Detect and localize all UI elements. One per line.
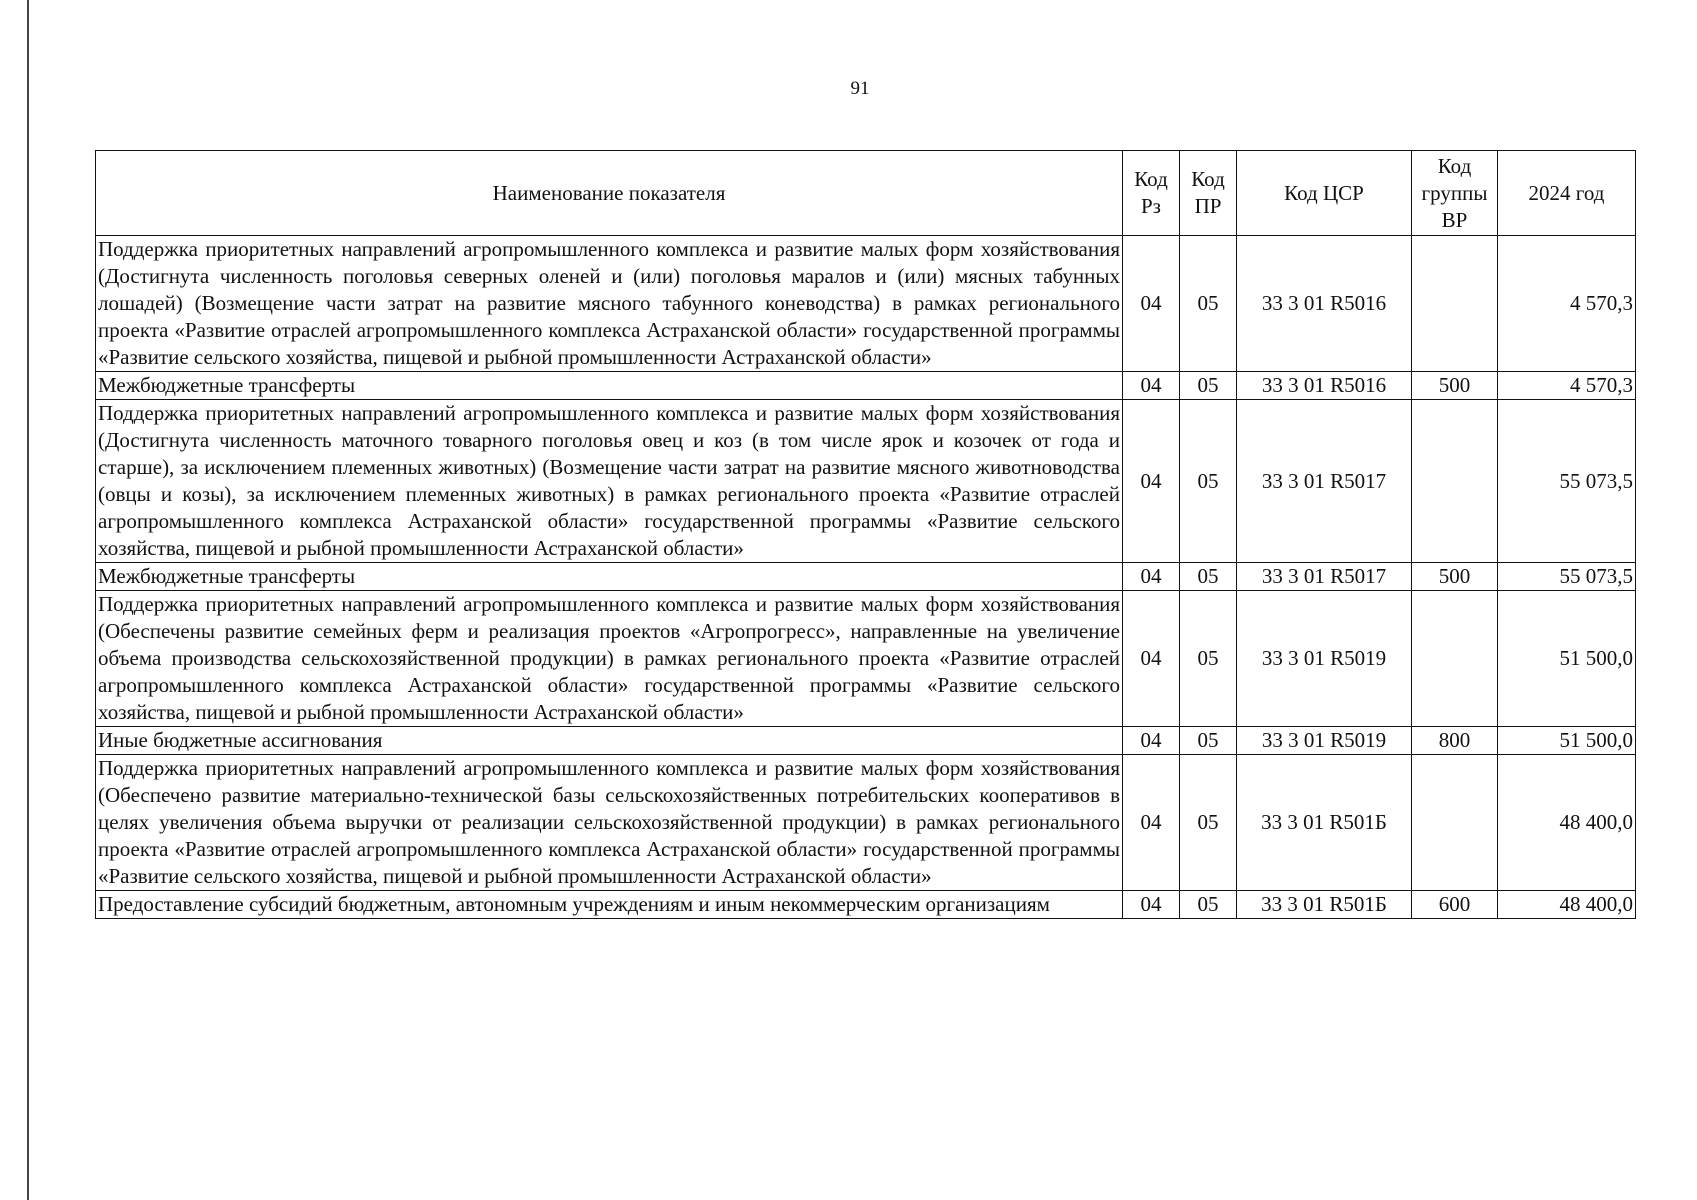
header-name: Наименование показателя <box>96 151 1123 236</box>
header-vr: Код группы ВР <box>1412 151 1498 236</box>
row-csr: 33 3 01 R5016 <box>1237 372 1412 400</box>
row-amount: 4 570,3 <box>1498 372 1636 400</box>
row-pr: 05 <box>1180 400 1237 563</box>
row-name: Поддержка приоритетных направлений агропромышленного комплекса и развитие малых форм хозяйствования (Обеспечены развитие семейных ферм и реализация проектов «Агропрогресс», направленные на увеличение объема производства сельскохозяйственной продукции) в рамках регионального проекта «Развитие отраслей агропромышленного комплекса Астраханской области» государственной программы «Развитие сельского хозяйства, пищевой и рыбной промышленности Астраханской области» <box>96 591 1123 727</box>
row-rz: 04 <box>1123 372 1180 400</box>
row-vr <box>1412 591 1498 727</box>
row-amount: 55 073,5 <box>1498 400 1636 563</box>
row-name: Предоставление субсидий бюджетным, автономным учреждениям и иным некоммерческим организациям <box>96 891 1123 919</box>
row-name: Поддержка приоритетных направлений агропромышленного комплекса и развитие малых форм хозяйствования (Достигнута численность поголовья северных оленей и (или) поголовья маралов и (или) мясных табунных лошадей) (Возмещение части затрат на развитие мясного табунного коневодства) в рамках регионального проекта «Развитие отраслей агропромышленного комплекса Астраханской области» государственной программы «Развитие сельского хозяйства, пищевой и рыбной промышленности Астраханской области» <box>96 236 1123 372</box>
table-row <box>96 236 1636 372</box>
row-vr <box>1412 236 1498 372</box>
row-vr <box>1412 755 1498 891</box>
header-year: 2024 год <box>1498 151 1636 236</box>
table-row <box>96 591 1636 727</box>
row-pr: 05 <box>1180 372 1237 400</box>
table-header-row <box>96 151 1636 236</box>
row-name: Поддержка приоритетных направлений агропромышленного комплекса и развитие малых форм хозяйствования (Достигнута численность маточного товарного поголовья овец и коз (в том числе ярок и козочек от года и старше), за исключением племенных животных) (Возмещение части затрат на развитие мясного животноводства (овцы и козы), за исключением племенных животных) в рамках регионального проекта «Развитие отраслей агропромышленного комплекса Астраханской области» государственной программы «Развитие сельского хозяйства, пищевой и рыбной промышленности Астраханской области» <box>96 400 1123 563</box>
row-rz: 04 <box>1123 591 1180 727</box>
row-pr: 05 <box>1180 591 1237 727</box>
binding-line <box>27 0 29 1200</box>
row-vr: 600 <box>1412 891 1498 919</box>
row-rz: 04 <box>1123 236 1180 372</box>
row-amount: 48 400,0 <box>1498 755 1636 891</box>
row-csr: 33 3 01 R5017 <box>1237 400 1412 563</box>
row-rz: 04 <box>1123 891 1180 919</box>
row-amount: 55 073,5 <box>1498 563 1636 591</box>
row-rz: 04 <box>1123 400 1180 563</box>
row-csr: 33 3 01 R501Б <box>1237 891 1412 919</box>
row-csr: 33 3 01 R5019 <box>1237 727 1412 755</box>
table-row <box>96 372 1636 400</box>
row-name: Межбюджетные трансферты <box>96 563 1123 591</box>
header-csr: Код ЦСР <box>1237 151 1412 236</box>
row-csr: 33 3 01 R5016 <box>1237 236 1412 372</box>
row-pr: 05 <box>1180 236 1237 372</box>
row-pr: 05 <box>1180 755 1237 891</box>
budget-table <box>95 150 1636 919</box>
table-row <box>96 563 1636 591</box>
row-vr <box>1412 400 1498 563</box>
row-csr: 33 3 01 R5017 <box>1237 563 1412 591</box>
row-rz: 04 <box>1123 727 1180 755</box>
table-row <box>96 755 1636 891</box>
row-amount: 48 400,0 <box>1498 891 1636 919</box>
row-name: Поддержка приоритетных направлений агропромышленного комплекса и развитие малых форм хозяйствования (Обеспечено развитие материально-технической базы сельскохозяйственных потребительских кооперативов в целях увеличения объема выручки от реализации сельскохозяйственной продукции) в рамках регионального проекта «Развитие отраслей агропромышленного комплекса Астраханской области» государственной программы «Развитие сельского хозяйства, пищевой и рыбной промышленности Астраханской области» <box>96 755 1123 891</box>
header-pr: Код ПР <box>1180 151 1237 236</box>
header-rz: Код Рз <box>1123 151 1180 236</box>
row-pr: 05 <box>1180 563 1237 591</box>
row-pr: 05 <box>1180 727 1237 755</box>
table-row <box>96 891 1636 919</box>
row-csr: 33 3 01 R501Б <box>1237 755 1412 891</box>
page-number: 91 <box>850 78 870 99</box>
table-row <box>96 727 1636 755</box>
row-amount: 51 500,0 <box>1498 727 1636 755</box>
row-name: Иные бюджетные ассигнования <box>96 727 1123 755</box>
row-name: Межбюджетные трансферты <box>96 372 1123 400</box>
row-rz: 04 <box>1123 563 1180 591</box>
row-vr: 800 <box>1412 727 1498 755</box>
row-amount: 51 500,0 <box>1498 591 1636 727</box>
row-csr: 33 3 01 R5019 <box>1237 591 1412 727</box>
row-rz: 04 <box>1123 755 1180 891</box>
row-pr: 05 <box>1180 891 1237 919</box>
table-row <box>96 400 1636 563</box>
row-amount: 4 570,3 <box>1498 236 1636 372</box>
row-vr: 500 <box>1412 372 1498 400</box>
row-vr: 500 <box>1412 563 1498 591</box>
